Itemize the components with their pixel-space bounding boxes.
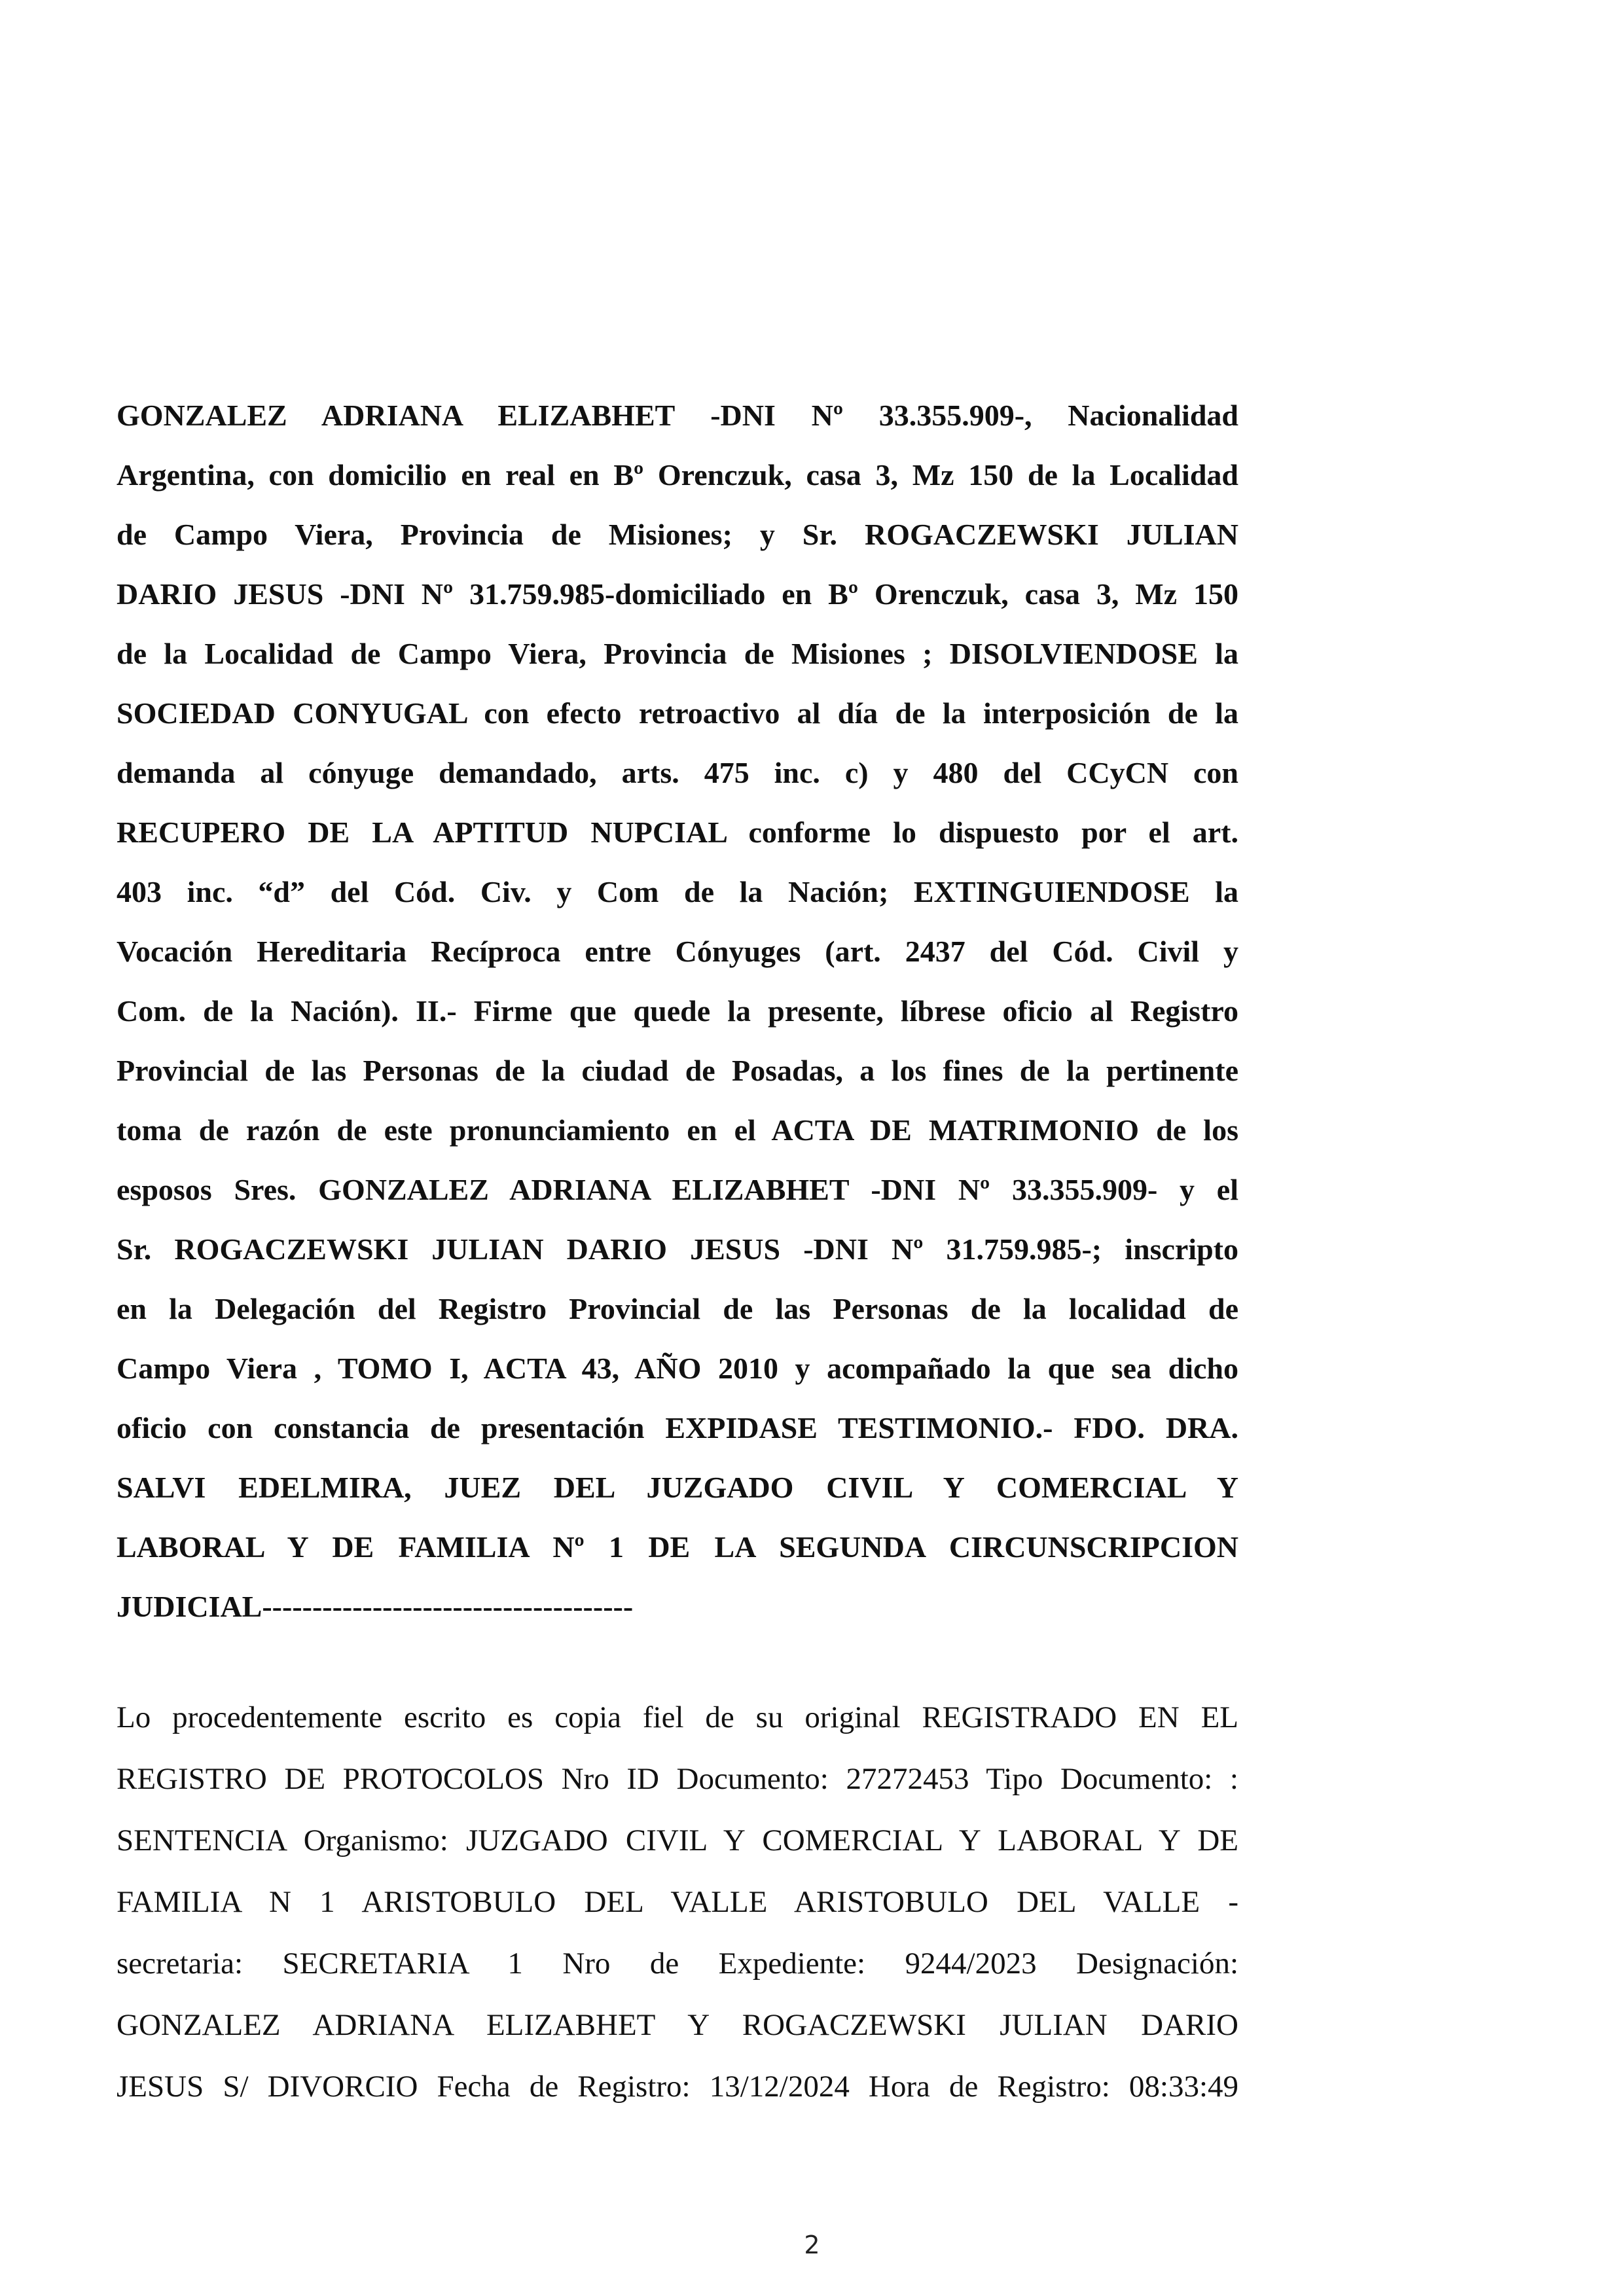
resolution-line: de Campo Viera, Provincia de Misiones; y Sr. ROGACZEWSKI JULIAN [117,518,1238,551]
resolution-line: Sr. ROGACZEWSKI JULIAN DARIO JESUS -DNI Nº 31.759.985-; inscripto [117,1232,1238,1266]
resolution-line: toma de razón de este pronunciamiento en el ACTA DE MATRIMONIO de los [117,1113,1238,1147]
resolution-line: 403 inc. “d” del Cód. Civ. y Com de la Nación; EXTINGUIENDOSE la [117,875,1238,908]
certification-line: GONZALEZ ADRIANA ELIZABHET Y ROGACZEWSKI JULIAN DARIO [117,2008,1238,2042]
resolution-line: Provincial de las Personas de la ciudad de Posadas, a los fines de la pertinente [117,1054,1238,1087]
certification-line: JESUS S/ DIVORCIO Fecha de Registro: 13/12/2024 Hora de Registro: 08:33:49 [117,2070,1238,2104]
certification-line: SENTENCIA Organismo: JUZGADO CIVIL Y COMERCIAL Y LABORAL Y DE [117,1823,1238,1857]
certification-line: REGISTRO DE PROTOCOLOS Nro ID Documento: 27272453 Tipo Documento: : [117,1762,1238,1796]
certification-line: secretaria: SECRETARIA 1 Nro de Expediente: 9244/2023 Designación: [117,1946,1238,1981]
page-number: 2 [804,2231,820,2259]
resolution-line: RECUPERO DE LA APTITUD NUPCIAL conforme lo dispuesto por el art. [117,816,1238,849]
resolution-line: SALVI EDELMIRA, JUEZ DEL JUZGADO CIVIL Y COMERCIAL Y [117,1471,1238,1504]
resolution-line: oficio con constancia de presentación EXPIDASE TESTIMONIO.- FDO. DRA. [117,1411,1238,1444]
resolution-line: SOCIEDAD CONYUGAL con efecto retroactivo al día de la interposición de la [117,696,1238,730]
resolution-line: Argentina, con domicilio en real en Bº Orenczuk, casa 3, Mz 150 de la Localidad [117,458,1238,492]
resolution-line: LABORAL Y DE FAMILIA Nº 1 DE LA SEGUNDA CIRCUNSCRIPCION [117,1530,1238,1564]
resolution-line: en la Delegación del Registro Provincial de las Personas de la localidad de [117,1292,1238,1325]
resolution-line: JUDICIAL------------------------------------- [117,1590,634,1623]
resolution-line: GONZALEZ ADRIANA ELIZABHET -DNI Nº 33.355.909-, Nacionalidad [117,399,1238,432]
resolution-line: Vocación Hereditaria Recíproca entre Cónyuges (art. 2437 del Cód. Civil y [117,935,1238,968]
resolution-line: Campo Viera , TOMO I, ACTA 43, AÑO 2010 y acompañado la que sea dicho [117,1352,1238,1385]
resolution-line: Com. de la Nación). II.- Firme que quede la presente, líbrese oficio al Registro [117,994,1238,1028]
resolution-line: demanda al cónyuge demandado, arts. 475 inc. c) y 480 del CCyCN con [117,756,1238,789]
resolution-line: de la Localidad de Campo Viera, Provincia de Misiones ; DISOLVIENDOSE la [117,637,1238,670]
resolution-line: esposos Sres. GONZALEZ ADRIANA ELIZABHET -DNI Nº 33.355.909- y el [117,1173,1238,1206]
resolution-line: DARIO JESUS -DNI Nº 31.759.985-domiciliado en Bº Orenczuk, casa 3, Mz 150 [117,577,1238,611]
certification-line: Lo procedentemente escrito es copia fiel de su original REGISTRADO EN EL [117,1700,1238,1734]
certification-line: FAMILIA N 1 ARISTOBULO DEL VALLE ARISTOBULO DEL VALLE - [117,1885,1238,1919]
